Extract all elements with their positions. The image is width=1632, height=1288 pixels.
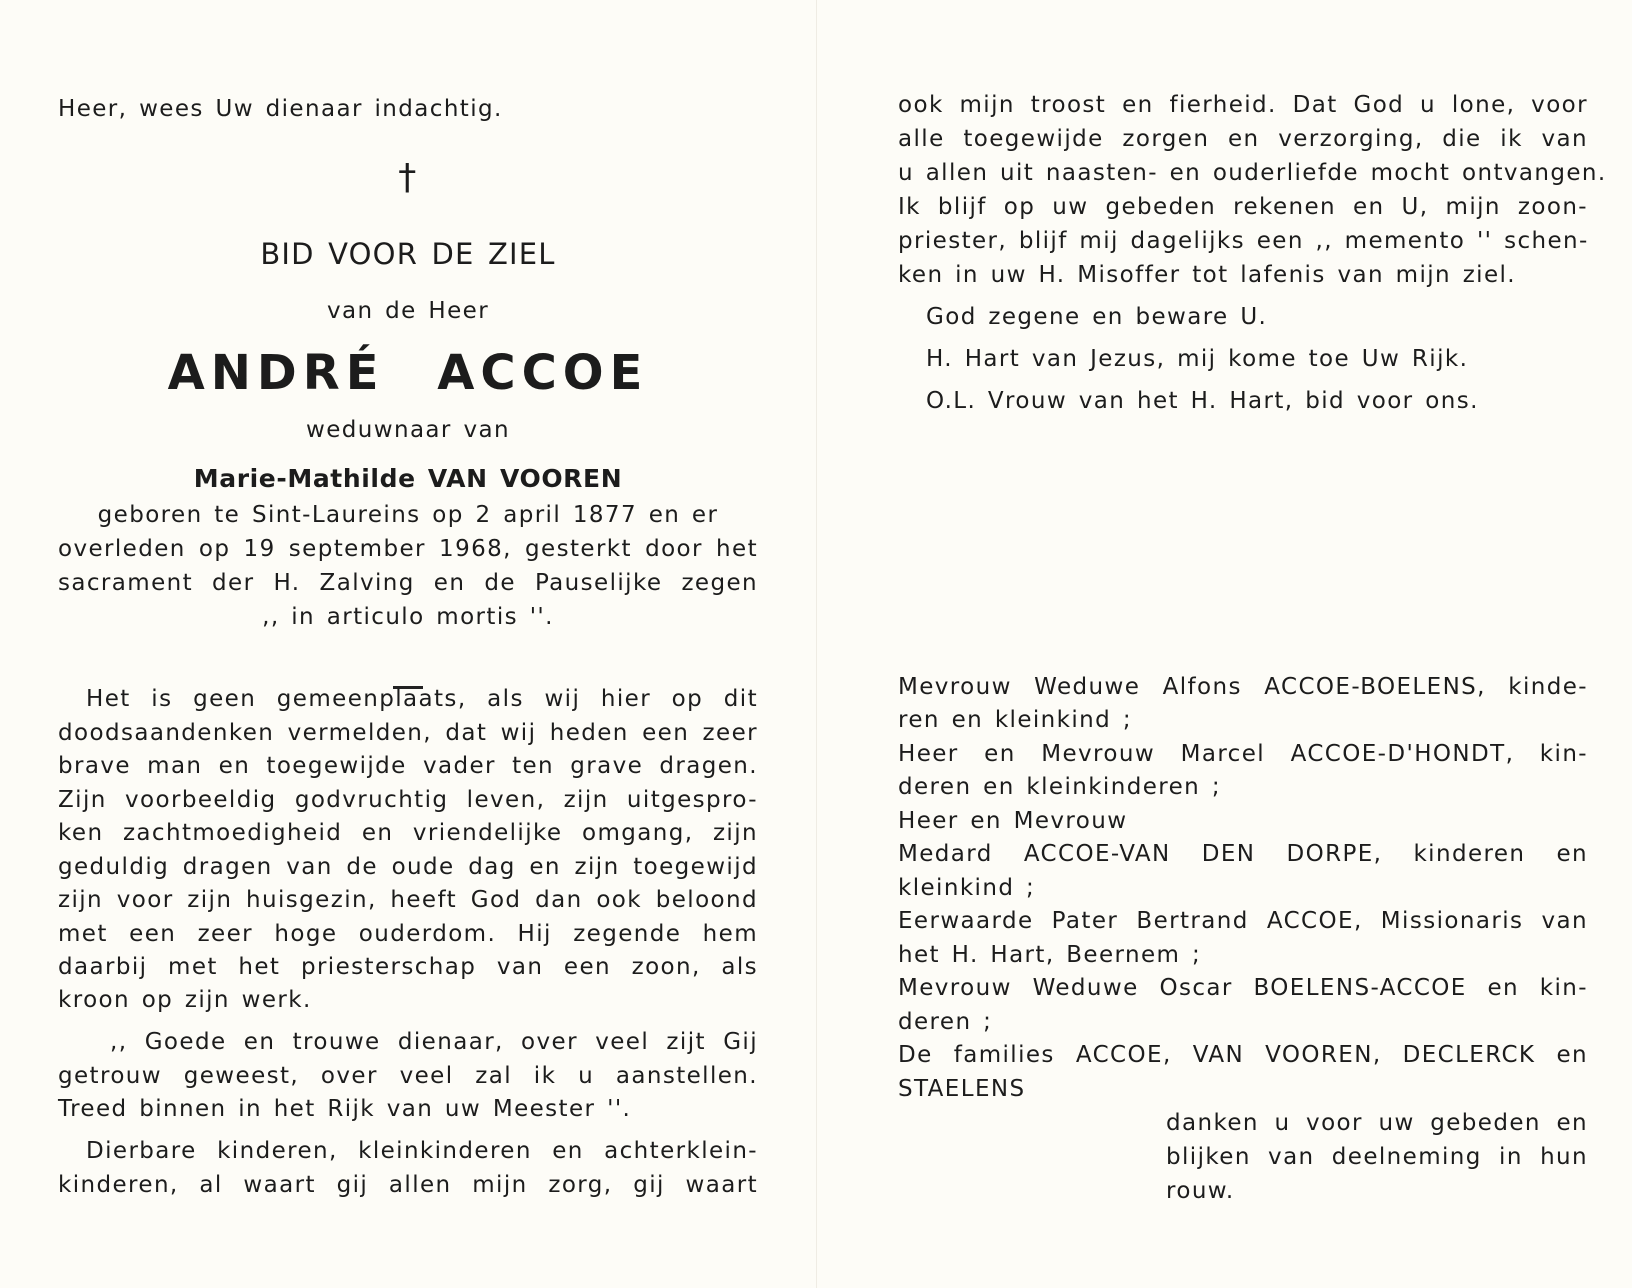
farewell-line: Dierbare kinderen, kleinkinderen en achterklein-	[86, 1138, 758, 1164]
prayer-heading: BID VOOR DE ZIEL	[260, 237, 556, 271]
tribute-line: zijn voor zijn huisgezin, heeft God dan ook beloond	[58, 887, 758, 913]
family-line: het H. Hart, Beernem ;	[898, 942, 1202, 968]
farewell-line: kinderen, al waart gij allen mijn zorg, gij waart	[58, 1172, 758, 1198]
family-line: De families ACCOE, VAN VOOREN, DECLERCK en	[898, 1042, 1588, 1068]
farewell-continued-line: Ik blijf op uw gebeden rekenen en U, mijn zoon-	[898, 194, 1588, 220]
birth-death-line: ,, in articulo mortis ''.	[262, 604, 554, 630]
tribute-line: ken zachtmoedigheid en vriendelijke omgang, zijn	[58, 820, 758, 846]
farewell-continued-line: priester, blijf mij dagelijks een ,, memento '' schen-	[898, 228, 1589, 254]
farewell-continued-line: alle toegewijde zorgen en verzorging, die ik van	[898, 126, 1588, 152]
blessing-line: H. Hart van Jezus, mij kome toe Uw Rijk.	[926, 346, 1469, 372]
tribute-line: brave man en toegewijde vader ten grave dragen.	[58, 753, 758, 779]
family-line: Heer en Mevrouw	[898, 808, 1128, 834]
birth-death-line: sacrament der H. Zalving en de Pauselijke zegen	[58, 570, 758, 596]
thanks-line: danken u voor uw gebeden en	[1166, 1110, 1588, 1136]
card-fold	[816, 0, 817, 1288]
tribute-line: doodsaandenken vermelden, dat wij heden een zeer	[58, 720, 758, 746]
family-line: Heer en Mevrouw Marcel ACCOE-D'HONDT, kin-	[898, 741, 1588, 767]
birth-death-line: overleden op 19 september 1968, gesterkt door het	[58, 536, 758, 562]
farewell-continued-line: ken in uw H. Misoffer tot lafenis van mijn ziel.	[898, 262, 1517, 288]
quote-line: Treed binnen in het Rijk van uw Meester ''.	[58, 1096, 632, 1122]
tribute-line: Het is geen gemeenplaats, als wij hier op dit	[86, 686, 758, 712]
tribute-line: kroon op zijn werk.	[58, 987, 312, 1013]
thanks-line: blijken van deelneming in hun	[1166, 1144, 1588, 1170]
family-line: Eerwaarde Pater Bertrand ACCOE, Missionaris van	[898, 908, 1588, 934]
family-line: kleinkind ;	[898, 875, 1036, 901]
cross-icon: †	[398, 157, 418, 198]
family-line: Mevrouw Weduwe Oscar BOELENS-ACCOE en kin-	[898, 975, 1588, 1001]
family-line: deren ;	[898, 1009, 993, 1035]
family-line: STAELENS	[898, 1076, 1026, 1102]
tribute-line: geduldig dragen van de oude dag en zijn toegewijd	[58, 854, 758, 880]
family-line: Mevrouw Weduwe Alfons ACCOE-BOELENS, kinde-	[898, 674, 1588, 700]
farewell-continued-line: ook mijn troost en fierheid. Dat God u lone, voor	[898, 92, 1588, 118]
tribute-line: Zijn voorbeeldig godvruchtig leven, zijn uitgespro-	[58, 787, 758, 813]
spouse-name: Marie-Mathilde VAN VOOREN	[193, 464, 623, 493]
quote-line: ,, Goede en trouwe dienaar, over veel zijt Gij	[110, 1029, 758, 1055]
family-line: Medard ACCOE-VAN DEN DORPE, kinderen en	[898, 841, 1588, 867]
name-prefix: van de Heer	[326, 298, 490, 324]
blessing-line: God zegene en beware U.	[926, 304, 1268, 330]
farewell-continued-line: u allen uit naasten- en ouderliefde mocht ontvangen.	[898, 160, 1607, 186]
tribute-line: met een zeer hoge ouderdom. Hij zegende hem	[58, 921, 758, 947]
deceased-name: ANDRÉ ACCOE	[167, 345, 649, 401]
thanks-line: rouw.	[1166, 1178, 1235, 1204]
relation-label: weduwnaar van	[306, 417, 510, 443]
quote-line: getrouw geweest, over veel zal ik u aanstellen.	[58, 1063, 758, 1089]
tribute-line: daarbij met het priesterschap van een zoon, als	[58, 954, 758, 980]
birth-death-line: geboren te Sint-Laureins op 2 april 1877 en er	[97, 502, 719, 528]
family-line: ren en kleinkind ;	[898, 707, 1133, 733]
family-line: deren en kleinkinderen ;	[898, 774, 1221, 800]
blessing-line: O.L. Vrouw van het H. Hart, bid voor ons.	[926, 388, 1479, 414]
opening-prayer: Heer, wees Uw dienaar indachtig.	[58, 96, 503, 122]
